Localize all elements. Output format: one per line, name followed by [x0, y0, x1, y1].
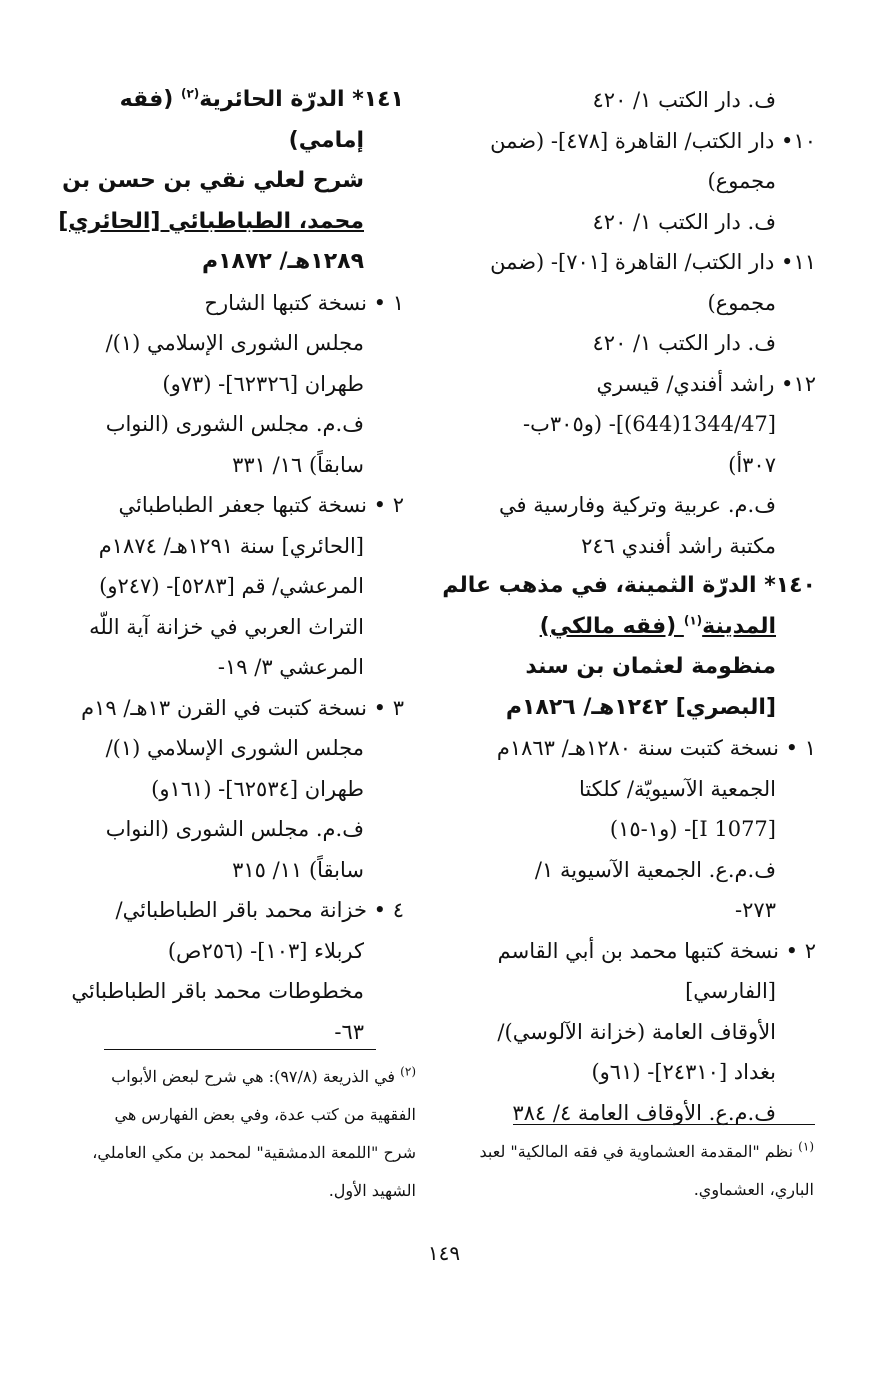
text-line [446, 607, 816, 648]
line-text: مجموع) [707, 169, 776, 193]
left-column [34, 80, 404, 1052]
footnote-text: الفقهية من كتب عدة، وفي بعض الفهارس هي [114, 1105, 416, 1124]
text-line [446, 404, 816, 445]
line-text: [الفارسي] [685, 979, 776, 1003]
text-line [446, 323, 816, 364]
footnote-line [96, 1058, 416, 1096]
line-text: ف.م.ع. الجمعية الآسيوية ١/ [534, 857, 776, 882]
line-text: كربلاء [١٠٣]- (٢٥٦ص) [167, 938, 364, 963]
line-text: بغداد [٢٤٣١٠]- (٦١و) [591, 1060, 776, 1084]
text-line [34, 728, 404, 769]
text-line [446, 121, 816, 162]
text-line [446, 1012, 816, 1053]
line-text: ف. دار الكتب ١/ ٤٢٠ [592, 88, 776, 112]
line-text: [الحائري] سنة ١٢٩١هـ/ ١٨٧٤م [98, 533, 364, 558]
line-text: سابقاً) ١١/ ٣١٥ [232, 857, 364, 882]
line-text: ١٢• راشد أفندي/ قيسري [596, 371, 816, 396]
text-line [446, 242, 816, 283]
footnote-marker: (١) [683, 613, 703, 628]
text-line [34, 688, 404, 729]
text-line [446, 728, 816, 769]
text-line [446, 890, 816, 931]
footnote-line [478, 1171, 814, 1209]
footnote-marker: (٢) [180, 86, 200, 101]
text-line [446, 283, 816, 324]
line-text: المرعشي ٣/ ١٩- [217, 655, 364, 679]
line-text: ف. دار الكتب ١/ ٤٢٠ [592, 331, 776, 355]
text-line [34, 526, 404, 567]
line-text: ١ • نسخة كتبها الشارح [204, 290, 404, 315]
text-line [446, 688, 816, 729]
text-line [34, 769, 404, 810]
page-number: ١٤٩ [427, 1241, 461, 1265]
footnote-divider-left [104, 1049, 376, 1050]
footnote-marker: (١) [798, 1139, 814, 1154]
footnote-text: الباري، العشماوي. [693, 1180, 814, 1199]
line-text: [I 1077]- (و١-١٥) [609, 817, 776, 841]
text-line [446, 931, 816, 972]
text-line [446, 445, 816, 486]
text-line [446, 850, 816, 891]
text-line [34, 161, 404, 202]
text-line [34, 890, 404, 931]
text-line [446, 202, 816, 243]
text-line [446, 485, 816, 526]
footnote-line [96, 1096, 416, 1134]
line-text: ف.م. عربية وتركية وفارسية في [499, 493, 776, 517]
line-text: ٤ • خزانة محمد باقر الطباطبائي/ [115, 898, 404, 922]
text-line [34, 364, 404, 405]
line-text: ١١• دار الكتب/ القاهرة [٧٠١]- (ضمن [490, 250, 816, 274]
line-text: ٦٣- [334, 1019, 364, 1044]
text-line [34, 202, 404, 243]
line-text: مجلس الشورى الإسلامي (١)/ [105, 736, 364, 760]
footnote-text: شرح "اللمعة الدمشقية" لمحمد بن مكي العاملي، [92, 1143, 416, 1162]
line-tail: (فقه مالكي) [539, 613, 684, 639]
line-text: ١٠• دار الكتب/ القاهرة [٤٧٨]- (ضمن [490, 128, 816, 153]
text-line [34, 80, 404, 121]
line-text: الأوقاف العامة (خزانة الآلوسي)/ [497, 1019, 776, 1044]
line-text: ف.م. مجلس الشورى (النواب [105, 817, 364, 841]
line-text: ١ • نسخة كتبت سنة ١٢٨٠هـ/ ١٨٦٣م [496, 736, 816, 760]
line-text: [البصري] ١٢٤٢هـ/ ١٨٢٦م [505, 694, 776, 720]
text-line [446, 1093, 816, 1134]
text-line [34, 485, 404, 526]
footnote-divider-right [513, 1124, 815, 1125]
footnote-marker: (٢) [400, 1064, 416, 1079]
line-text: ٢ • نسخة كتبها جعفر الطباطبائي [118, 493, 404, 517]
line-tail: (فقه [119, 87, 181, 112]
line-text: مجلس الشورى الإسلامي (١)/ [105, 331, 364, 355]
line-text: سابقاً) ١٦/ ٣٣١ [232, 452, 364, 477]
line-text: ف. دار الكتب ١/ ٤٢٠ [592, 209, 776, 234]
footnote-left [92, 1058, 416, 1210]
footnote-line [92, 1134, 416, 1172]
text-line [34, 121, 404, 162]
text-line [34, 404, 404, 445]
line-text: الجمعية الآسيويّة/ كلكتا [578, 776, 776, 801]
line-text: منظومة لعثمان بن سند [525, 654, 776, 679]
footnote-line [96, 1172, 416, 1210]
line-text: [1344/47(644)]- (و٣٠٥ب- [523, 412, 776, 436]
text-line [34, 566, 404, 607]
line-text: محمد، الطباطبائي [الحائري] [58, 208, 364, 234]
line-text: ٣ • نسخة كتبت في القرن ١٣هـ/ ١٩م [81, 695, 404, 720]
text-line [34, 1012, 404, 1053]
line-text: ف.م. مجلس الشورى (النواب [105, 412, 364, 436]
line-text: إمامي) [288, 127, 364, 153]
line-text: طهران [٦٢٥٣٤]- (١٦١و) [151, 776, 364, 801]
footnote-text: الشهيد الأول. [328, 1181, 416, 1200]
footnote-text: في الذريعة (٩٧/٨): هي شرح لبعض الأبواب [111, 1067, 396, 1086]
line-text: ٢٧٣- [735, 898, 776, 922]
text-line [34, 323, 404, 364]
footnote-text: نظم "المقدمة العشماوية في فقه المالكية" لعبد [479, 1142, 794, 1161]
text-line [34, 445, 404, 486]
text-line [446, 364, 816, 405]
line-text: ٢ • نسخة كتبها محمد بن أبي القاسم [497, 938, 816, 963]
line-text: ف.م.ع. الأوقاف العامة ٤/ ٣٨٤ [512, 1100, 776, 1125]
text-line [34, 607, 404, 648]
text-line [34, 647, 404, 688]
text-line [446, 809, 816, 850]
line-text: المرعشي/ قم [٥٢٨٣]- (٢٤٧و) [99, 574, 364, 598]
text-line [446, 647, 816, 688]
text-line [34, 971, 404, 1012]
text-line [446, 1052, 816, 1093]
line-text: ١٢٨٩هـ/ ١٨٧٢م [201, 249, 364, 274]
text-line [446, 971, 816, 1012]
text-line [34, 283, 404, 324]
text-line [34, 809, 404, 850]
text-line [446, 161, 816, 202]
line-text: مخطوطات محمد باقر الطباطبائي [71, 979, 364, 1003]
right-column [442, 80, 816, 1133]
line-text: مكتبة راشد أفندي ٢٤٦ [581, 533, 776, 558]
line-text: ١٤١* الدرّة الحائرية [199, 87, 404, 112]
text-line [34, 931, 404, 972]
line-text: ١٤٠* الدرّة الثمينة، في مذهب عالم [442, 573, 816, 598]
line-text: شرح لعلي نقي بن حسن بن [62, 168, 364, 193]
line-text: التراث العربي في خزانة آية اللّه [89, 614, 364, 639]
line-text: المدينة [702, 613, 776, 639]
text-line [446, 80, 816, 121]
text-line [446, 769, 816, 810]
text-line [446, 526, 816, 567]
text-line [442, 566, 816, 607]
footnote-line [478, 1133, 814, 1171]
text-line [34, 242, 404, 283]
footnote-right [478, 1133, 814, 1209]
line-text: ٣٠٧أ) [728, 452, 776, 477]
text-line [34, 850, 404, 891]
line-text: مجموع) [707, 290, 776, 315]
line-text: طهران [٦٢٣٢٦]- (٧٣و) [162, 371, 364, 396]
